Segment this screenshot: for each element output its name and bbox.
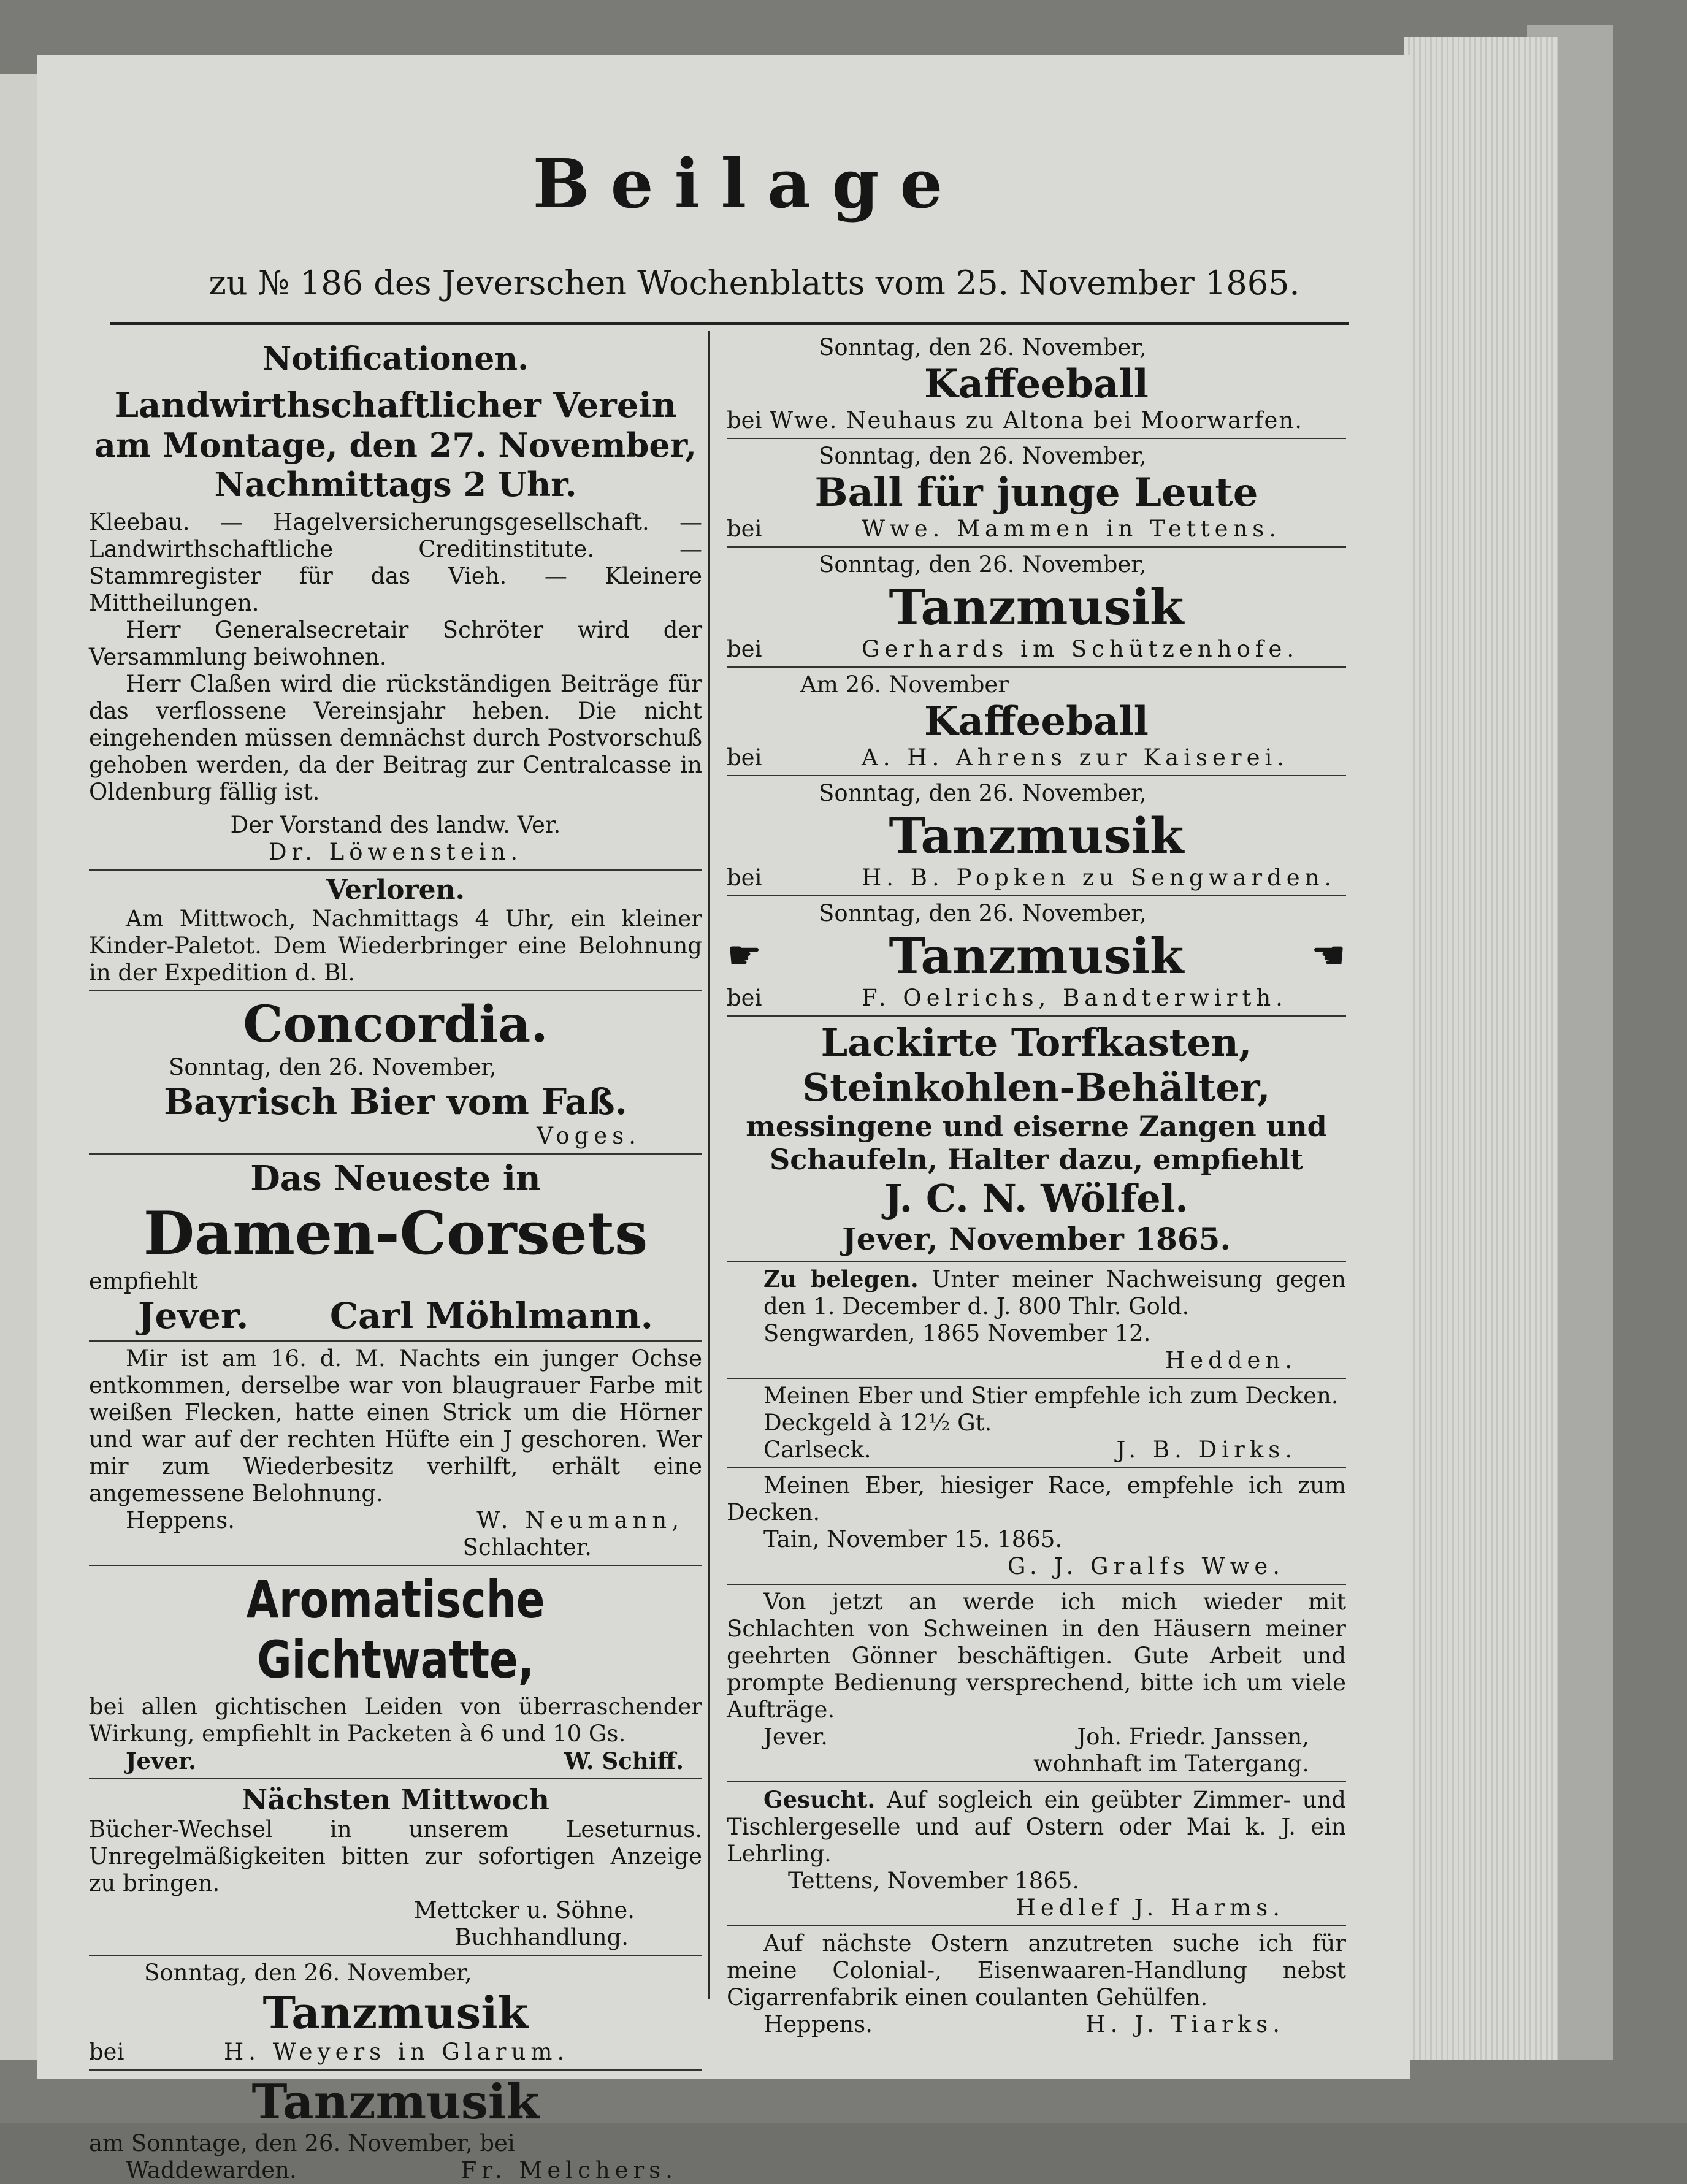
ad6-title: Tanzmusik <box>889 927 1184 985</box>
concordia-date: Sonntag, den 26. November, <box>169 1054 497 1080</box>
pointing-hand-left-icon: ☚ <box>1310 933 1346 979</box>
tiarks-notice <box>727 1930 1346 2038</box>
weyers-name: H. Weyers in Glarum. <box>224 2039 570 2065</box>
ad1-name: Wwe. Neuhaus zu Altona bei Moorwarfen. <box>770 407 1304 433</box>
gicht-body: bei allen gichtischen Leiden von überraschender Wirkung, empfiehlt in Packeten à 6 und 10 Gs. <box>89 1693 702 1747</box>
ad3-bei: bei <box>727 636 762 662</box>
ad4-title: Kaffeeball <box>924 698 1149 744</box>
tiarks-place: Heppens. <box>763 2011 873 2037</box>
ad4-bei: bei <box>727 744 762 771</box>
ad4-name: A. H. Ahrens zur Kaiserei. <box>862 744 1290 771</box>
divider <box>727 895 1346 896</box>
gralfs-body: Meinen Eber, hiesiger Race, empfehle ich zum Decken. <box>727 1472 1346 1525</box>
ochse-body: Mir ist am 16. d. M. Nachts ein junger Ochse entkommen, derselbe war von blaugrauer Farbe mit weißen Flecken, hatte einen Strick um die Hörner und war auf der rechten Hüfte ein J geschoren. Wer mir zum Wiederbesitz verhilft, erhält eine angemessene Belohnung. <box>89 1345 702 1506</box>
ochse-name: W. Neumann, <box>476 1507 684 1533</box>
verloren-title: Verloren. <box>326 874 465 906</box>
verein-agenda: Kleebau. — Hagelversicherungsgesellschaft. — Landwirthschaftliche Creditinstitute. — Stammregister für das Vieh. — Kleinere Mittheilungen. <box>89 509 702 616</box>
notifications-heading: Notificationen. <box>262 340 529 378</box>
woelfel-line4: Schaufeln, Halter dazu, empfiehlt <box>770 1143 1303 1176</box>
weyers-ad <box>89 1960 702 2066</box>
ad6-name: F. Oelrichs, Bandterwirth. <box>862 985 1288 1011</box>
gesucht-place: Tettens, November 1865. <box>788 1868 1080 1894</box>
right-column <box>727 334 1346 2038</box>
mittwoch-body: Bücher-Wechsel in unserem Leseturnus. Unregelmäßigkeiten bitten zur sofortigen Anzeige zu bringen. <box>89 1816 702 1896</box>
divider <box>89 1955 702 1956</box>
belegen-body-block <box>727 1266 1346 1320</box>
gicht-ad <box>89 1570 702 1774</box>
pointing-hand-right-icon: ☛ <box>727 933 762 979</box>
janssen-name: Joh. Friedr. Janssen, <box>1077 1724 1309 1750</box>
gesucht-lead: Gesucht. <box>763 1786 876 1813</box>
ad2-row <box>727 516 1346 543</box>
gicht-name: W. Schiff. <box>564 1747 684 1774</box>
ad5-row <box>727 865 1346 892</box>
divider <box>727 1378 1346 1379</box>
ad6-title-row <box>727 927 1346 985</box>
ad6-date: Sonntag, den 26. November, <box>819 900 1147 926</box>
gralfs-name: G. J. Gralfs Wwe. <box>1007 1553 1285 1579</box>
divider <box>727 1467 1346 1468</box>
belegen-notice <box>727 1266 1346 1374</box>
ad2-title: Ball für junge Leute <box>814 470 1258 516</box>
ad6-row <box>727 985 1346 1012</box>
melchers-ad <box>89 2074 702 2184</box>
verloren-notice <box>89 874 702 987</box>
verein-secretary: Herr Generalsecretair Schröter wird der Versammlung beiwohnen. <box>89 617 702 670</box>
woelfel-ad <box>727 1020 1346 1257</box>
verein-title: Landwirthschaftlicher Verein <box>114 385 677 426</box>
gesucht-notice <box>727 1786 1346 1922</box>
weyers-date: Sonntag, den 26. November, <box>144 1960 472 1986</box>
header-rule <box>110 322 1349 325</box>
concordia-title: Concordia. <box>243 995 548 1054</box>
gicht-sign-row <box>89 1747 702 1774</box>
ad5-title: Tanzmusik <box>889 807 1184 865</box>
divider <box>89 1153 702 1155</box>
divider <box>727 546 1346 548</box>
corsets-line1: Das Neueste in <box>250 1158 541 1199</box>
janssen-body: Von jetzt an werde ich mich wieder mit Schlachten von Schweinen in den Häusern meiner geehrten Gönner beschäftigen. Gute Arbeit und prompte Bedienung versprechend, bitte ich um viele Aufträge. <box>727 1589 1346 1723</box>
janssen-sign-row <box>727 1724 1346 1751</box>
divider <box>727 775 1346 776</box>
ochse-trade: Schlachter. <box>462 1534 592 1560</box>
divider <box>89 1565 702 1566</box>
divider <box>727 1015 1346 1017</box>
ad-ball-mammen <box>727 443 1346 543</box>
ad2-bei: bei <box>727 516 762 542</box>
ad1-row <box>727 407 1346 434</box>
divider <box>89 990 702 991</box>
mittwoch-title: Nächsten Mittwoch <box>242 1783 549 1816</box>
gicht-place: Jever. <box>126 1747 197 1774</box>
verein-date: am Montage, den 27. November, <box>94 426 697 465</box>
corsets-sign-row <box>89 1295 702 1337</box>
masthead <box>515 144 981 223</box>
page-title: Beilage <box>532 144 964 223</box>
ad1-title: Kaffeeball <box>924 361 1149 407</box>
woelfel-line1: Lackirte Torfkasten, <box>821 1020 1252 1065</box>
ad5-bei: bei <box>727 865 762 891</box>
gralfs-place: Tain, November 15. 1865. <box>763 1526 1063 1552</box>
woelfel-name: J. C. N. Wölfel. <box>884 1176 1188 1221</box>
ad1-bei: bei <box>727 407 762 433</box>
ad4-date: Am 26. November <box>800 671 1009 698</box>
divider <box>89 1778 702 1779</box>
tiarks-name: H. J. Tiarks. <box>1085 2011 1285 2037</box>
verein-time: Nachmittags 2 Uhr. <box>214 465 577 504</box>
divider <box>89 2069 702 2071</box>
divider <box>727 1584 1346 1585</box>
column-divider <box>708 331 710 1999</box>
woelfel-place: Jever, November 1865. <box>842 1221 1231 1257</box>
corsets-place: Jever. <box>138 1295 249 1337</box>
left-column <box>89 340 702 2184</box>
page-stack-edge <box>1404 37 1558 2060</box>
corsets-empfiehlt: empfiehlt <box>89 1268 198 1294</box>
belegen-body: Unter meiner Nachweisung gegen den 1. December d. J. 800 Thlr. Gold. <box>763 1266 1347 1319</box>
melchers-sign-row <box>89 2157 702 2184</box>
woelfel-line2: Steinkohlen-Behälter, <box>802 1065 1271 1110</box>
divider <box>727 1781 1346 1782</box>
tiarks-sign-row <box>727 2011 1346 2038</box>
concordia-sign: Voges. <box>537 1123 641 1149</box>
concordia-beer: Bayrisch Bier vom Faß. <box>164 1081 627 1123</box>
ad3-row <box>727 636 1346 663</box>
dirks-body: Meinen Eber und Stier empfehle ich zum Decken. Deckgeld à 12½ Gt. <box>763 1383 1339 1436</box>
ad4-row <box>727 744 1346 771</box>
ad2-date: Sonntag, den 26. November, <box>819 443 1147 469</box>
gicht-title: Aromatische Gichtwatte, <box>246 1570 545 1690</box>
gralfs-notice <box>727 1472 1346 1580</box>
divider <box>89 1340 702 1342</box>
verein-sign-board: Der Vorstand des landw. Ver. <box>230 812 561 838</box>
gesucht-name: Hedlef J. Harms. <box>1016 1895 1285 1921</box>
mittwoch-sign1: Mettcker u. Söhne. <box>413 1897 635 1923</box>
ad3-name: Gerhards im Schützenhofe. <box>862 636 1299 662</box>
verein-contributions: Herr Claßen wird die rückständigen Beiträge für das verflossene Vereinsjahr heben. Die nicht eingehenden müssen demnächst durch Postvorschuß gehoben werden, da der Beitrag zur Centralcasse in Oldenburg fällig ist. <box>89 671 702 805</box>
verloren-body: Am Mittwoch, Nachmittags 4 Uhr, ein kleiner Kinder-Paletot. Dem Wiederbringer eine Belohnung in der Expedition d. Bl. <box>89 906 702 986</box>
newspaper-page <box>37 55 1410 2183</box>
ad6-bei: bei <box>727 985 762 1011</box>
mittwoch-notice <box>89 1783 702 1951</box>
ad3-date: Sonntag, den 26. November, <box>819 551 1147 578</box>
corsets-ad <box>89 1158 702 1337</box>
ochse-place: Heppens. <box>126 1507 235 1533</box>
ad-kaffeeball-ahrens <box>727 671 1346 771</box>
ad5-name: H. B. Popken zu Sengwarden. <box>862 865 1337 891</box>
janssen-address: wohnhaft im Tatergang. <box>1033 1751 1309 1777</box>
janssen-notice <box>727 1589 1346 1777</box>
melchers-title: Tanzmusik <box>251 2074 540 2130</box>
belegen-place: Sengwarden, 1865 November 12. <box>763 1320 1151 1346</box>
weyers-title: Tanzmusik <box>262 1987 529 2039</box>
divider <box>89 869 702 871</box>
dirks-place: Carlseck. <box>763 1437 871 1463</box>
corsets-name: Carl Möhlmann. <box>329 1295 653 1337</box>
divider <box>727 1925 1346 1926</box>
ad2-name: Wwe. Mammen in Tettens. <box>862 516 1282 542</box>
ochse-sign-row <box>89 1507 702 1534</box>
ad1-date: Sonntag, den 26. November, <box>819 334 1147 361</box>
ad5-date: Sonntag, den 26. November, <box>819 780 1147 806</box>
tiarks-body: Auf nächste Ostern anzutreten suche ich für meine Colonial-, Eisenwaaren-Handlung nebst Cigarrenfabrik einen coulanten Gehülfen. <box>727 1930 1346 2010</box>
ad-tanzmusik-popken <box>727 780 1346 892</box>
divider <box>727 1261 1346 1262</box>
woelfel-line3: messingene und eiserne Zangen und <box>746 1110 1327 1143</box>
ad3-title: Tanzmusik <box>889 578 1184 636</box>
concordia-ad <box>89 995 702 1150</box>
melchers-name: Fr. Melchers. <box>461 2157 678 2183</box>
ochse-notice <box>89 1345 702 1561</box>
gesucht-body: Auf sogleich ein geübter Zimmer- und Tischlergeselle und auf Ostern oder Mai k. J. ein Lehrling. <box>727 1787 1346 1867</box>
weyers-row <box>89 2039 702 2066</box>
verein-sign-name: Dr. Löwenstein. <box>268 839 523 865</box>
janssen-place: Jever. <box>763 1724 828 1750</box>
belegen-name: Hedden. <box>1165 1347 1297 1373</box>
melchers-body: am Sonntage, den 26. November, bei <box>89 2130 515 2156</box>
dirks-name: J. B. Dirks. <box>1116 1437 1297 1463</box>
ad-tanzmusik-oelrichs <box>727 900 1346 1012</box>
weyers-bei: bei <box>89 2039 124 2065</box>
melchers-place: Waddewarden. <box>126 2157 297 2183</box>
dirks-sign-row <box>727 1437 1346 1464</box>
divider <box>727 666 1346 668</box>
dirks-notice <box>727 1383 1346 1464</box>
issue-line <box>172 264 1337 302</box>
mittwoch-sign2: Buchhandlung. <box>454 1924 629 1950</box>
corsets-line2: Damen-Corsets <box>143 1199 648 1268</box>
verein-notice <box>89 385 702 866</box>
issue-subtitle: zu № 186 des Jeverschen Wochenblatts vom 25. November 1865. <box>208 264 1300 302</box>
divider <box>727 438 1346 439</box>
ad-kaffeeball-neuhaus <box>727 334 1346 434</box>
ad-tanzmusik-gerhards <box>727 551 1346 663</box>
belegen-lead: Zu belegen. <box>763 1266 919 1292</box>
gesucht-body-block <box>727 1786 1346 1868</box>
